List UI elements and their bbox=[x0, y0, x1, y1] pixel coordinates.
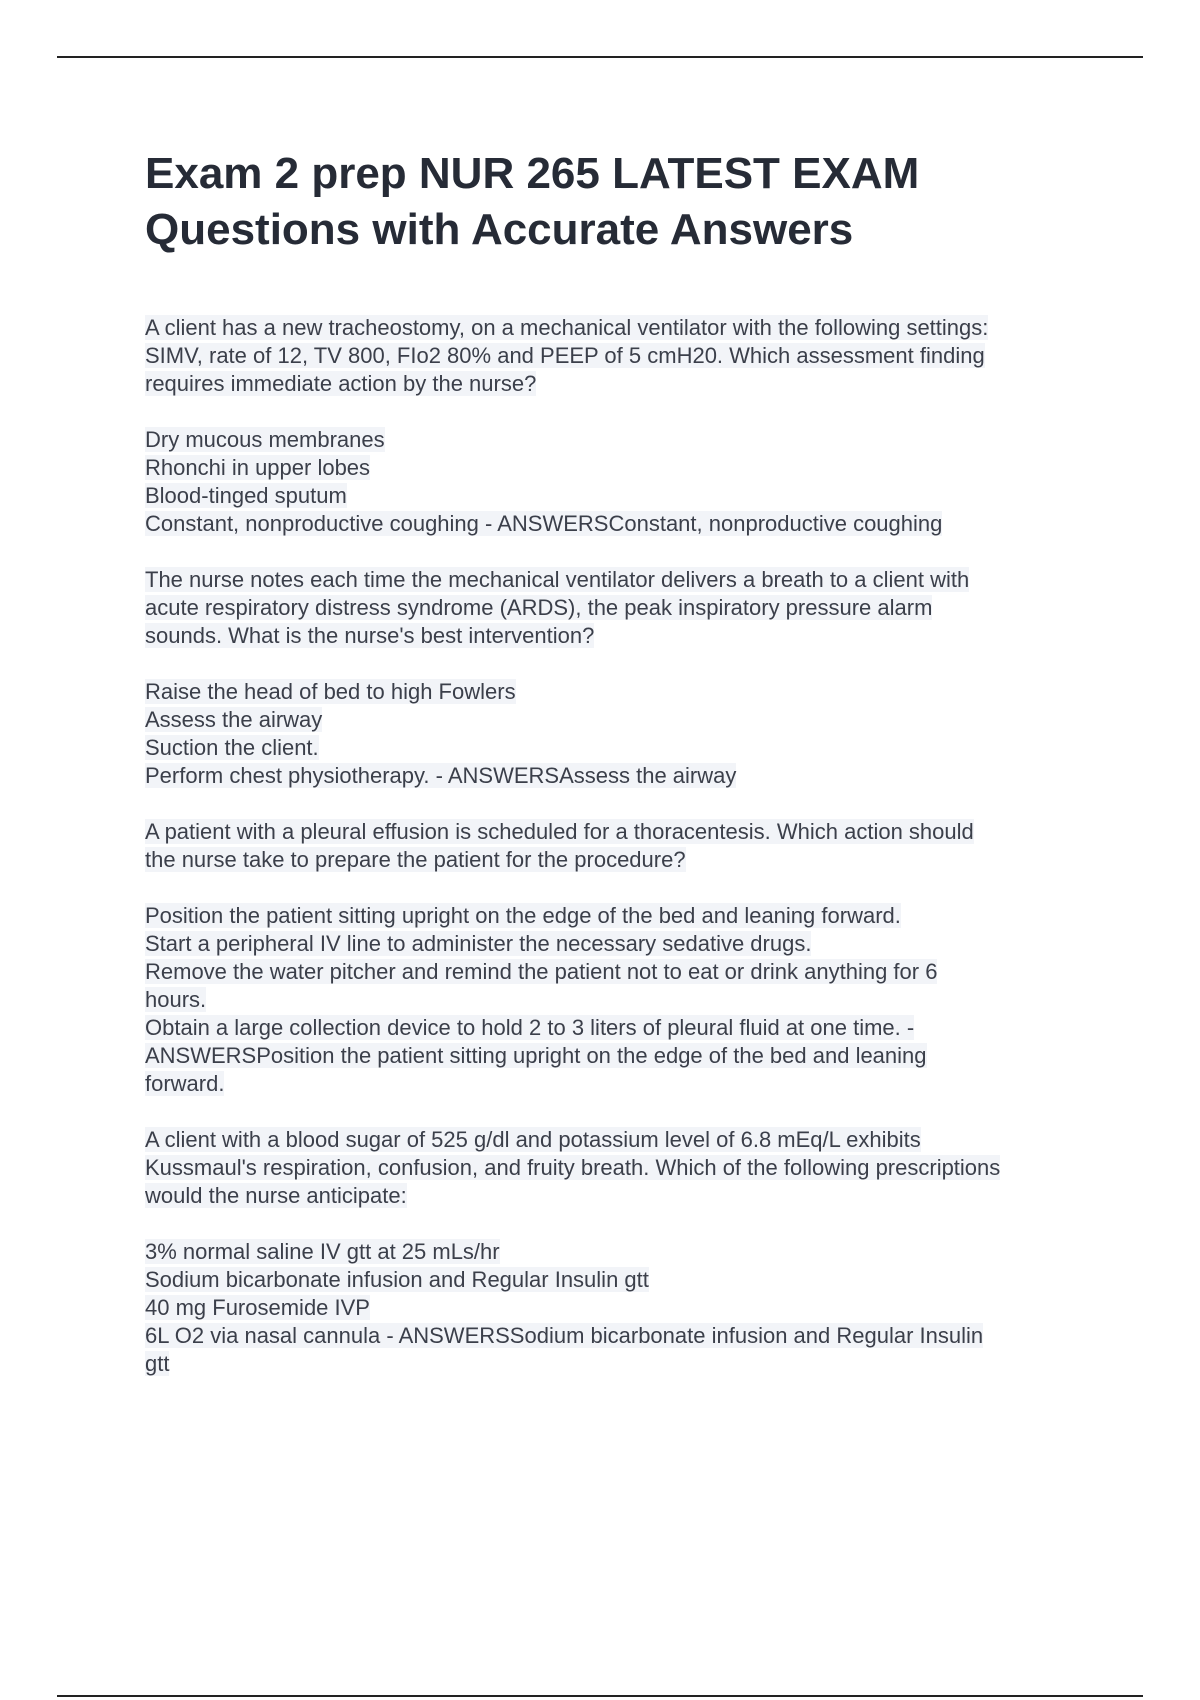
answer-option-with-key: 6L O2 via nasal cannula - ANSWERSSodium bicarbonate infusion and Regular Insulin bbox=[145, 1323, 984, 1348]
answer-option: Raise the head of bed to high Fowlers bbox=[145, 679, 516, 704]
answer-option: hours. bbox=[145, 987, 207, 1012]
document-title bbox=[145, 146, 1095, 258]
answer-option: 3% normal saline IV gtt at 25 mLs/hr bbox=[145, 1239, 500, 1264]
question-text: would the nurse anticipate: bbox=[145, 1183, 407, 1208]
answer-option-with-key: Perform chest physiotherapy. - ANSWERSAssess the airway bbox=[145, 763, 737, 788]
answer-option-with-key: gtt bbox=[145, 1351, 170, 1376]
question-text: Kussmaul's respiration, confusion, and fruity breath. Which of the following prescriptions bbox=[145, 1155, 1001, 1180]
top-divider bbox=[57, 56, 1143, 58]
answer-option: Position the patient sitting upright on the edge of the bed and leaning forward. bbox=[145, 903, 901, 928]
question-text: SIMV, rate of 12, TV 800, FIo2 80% and PEEP of 5 cmH20. Which assessment finding bbox=[145, 343, 985, 368]
answer-option: Assess the airway bbox=[145, 707, 323, 732]
answer-option: Rhonchi in upper lobes bbox=[145, 455, 371, 480]
answer-option: Blood-tinged sputum bbox=[145, 483, 347, 508]
answer-option-with-key: ANSWERSPosition the patient sitting upright on the edge of the bed and leaning bbox=[145, 1043, 927, 1068]
question-text: The nurse notes each time the mechanical ventilator delivers a breath to a client with bbox=[145, 567, 970, 592]
answer-option: Start a peripheral IV line to administer the necessary sedative drugs. bbox=[145, 931, 812, 956]
answer-option-with-key: Constant, nonproductive coughing - ANSWERSConstant, nonproductive coughing bbox=[145, 511, 943, 536]
bottom-divider bbox=[57, 1695, 1143, 1697]
answer-option: Remove the water pitcher and remind the patient not to eat or drink anything for 6 bbox=[145, 959, 938, 984]
question-text: A patient with a pleural effusion is scheduled for a thoracentesis. Which action should bbox=[145, 819, 974, 844]
question-text: requires immediate action by the nurse? bbox=[145, 371, 537, 396]
document-body bbox=[145, 146, 1095, 1406]
question-block-4 bbox=[145, 1126, 1095, 1378]
question-block-2 bbox=[145, 566, 1095, 790]
answer-option: 40 mg Furosemide IVP bbox=[145, 1295, 370, 1320]
title-line-1: Exam 2 prep NUR 265 LATEST EXAM bbox=[145, 149, 920, 198]
question-block-1 bbox=[145, 314, 1095, 538]
answer-option: Obtain a large collection device to hold 2 to 3 liters of pleural fluid at one time. - bbox=[145, 1015, 915, 1040]
question-block-3 bbox=[145, 818, 1095, 1098]
answer-option: Dry mucous membranes bbox=[145, 427, 385, 452]
question-text: sounds. What is the nurse's best intervention? bbox=[145, 623, 595, 648]
answer-option-with-key: forward. bbox=[145, 1071, 225, 1096]
answer-option: Suction the client. bbox=[145, 735, 319, 760]
question-text: acute respiratory distress syndrome (ARDS), the peak inspiratory pressure alarm bbox=[145, 595, 933, 620]
question-text: the nurse take to prepare the patient for the procedure? bbox=[145, 847, 686, 872]
title-line-2: Questions with Accurate Answers bbox=[145, 205, 854, 254]
question-list bbox=[145, 314, 1095, 1378]
question-text: A client with a blood sugar of 525 g/dl and potassium level of 6.8 mEq/L exhibits bbox=[145, 1127, 921, 1152]
answer-option: Sodium bicarbonate infusion and Regular Insulin gtt bbox=[145, 1267, 649, 1292]
question-text: A client has a new tracheostomy, on a mechanical ventilator with the following settings: bbox=[145, 315, 989, 340]
